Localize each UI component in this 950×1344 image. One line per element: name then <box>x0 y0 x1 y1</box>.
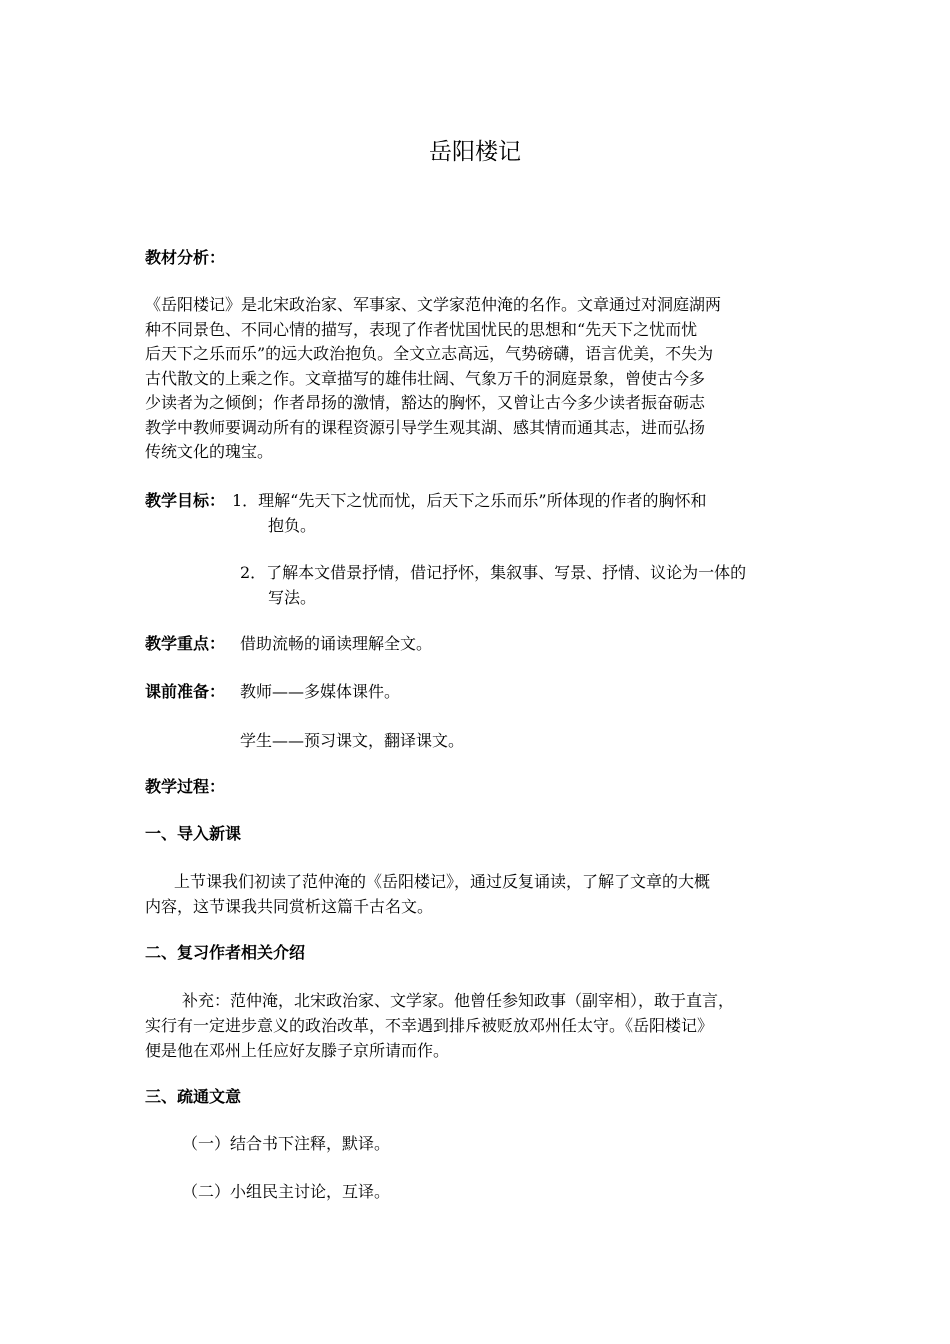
analysis-line: 教学中教师要调动所有的课程资源引导学生观其湖、感其情而通其志，进而弘扬 <box>145 417 706 437</box>
analysis-line: 后天下之乐而乐”的远大政治抱负。全文立志高远，气势磅礴，语言优美，不失为 <box>145 344 714 363</box>
document-title: 岳阳楼记 <box>429 139 521 165</box>
analysis-line: 传统文化的瑰宝。 <box>145 442 274 461</box>
analysis-line: 古代散文的上乘之作。文章描写的雄伟壮阔、气象万千的洞庭景象，曾使古今多 <box>145 368 706 388</box>
analysis-paragraph <box>145 293 810 465</box>
preparation-label: 课前准备： <box>145 682 226 701</box>
section-1-line: 上节课我们初读了范仲淹的《岳阳楼记》，通过反复诵读，了解了文章的大概 <box>174 872 711 891</box>
section-2-line: 实行有一定进步意义的政治改革，不幸遇到排斥被贬放邓州任太守。《岳阳楼记》 <box>145 1016 714 1035</box>
preparation-teacher: 教师——多媒体课件。 <box>240 682 401 701</box>
analysis-line: 少读者为之倾倒；作者昂扬的激情，豁达的胸怀，又曾让古今多少读者振奋砺志 <box>145 393 706 412</box>
analysis-line: 《岳阳楼记》是北宋政治家、军事家、文学家范仲淹的名作。文章通过对洞庭湖两 <box>145 295 722 314</box>
process-heading: 教学过程： <box>145 777 226 796</box>
section-2-heading: 二、复习作者相关介绍 <box>145 943 306 962</box>
goal-1-line-1: 1．理解“先天下之忧而忧，后天下之乐而乐”所体现的作者的胸怀和 <box>232 491 707 510</box>
section-3-item: （一）结合书下注释，默译。 <box>182 1134 391 1153</box>
analysis-heading: 教材分析： <box>145 248 226 267</box>
section-1-line: 内容，这节课我共同赏析这篇千古名文。 <box>145 897 434 916</box>
section-3-item: （二）小组民主讨论，互译。 <box>182 1182 391 1201</box>
section-1-heading: 一、导入新课 <box>145 824 242 843</box>
key-point-text: 借助流畅的诵读理解全文。 <box>240 634 433 653</box>
key-point-label: 教学重点： <box>145 634 226 653</box>
section-2-line: 补充：范仲淹，北宋政治家、文学家。他曾任参知政事（副宰相），敢于直言， <box>182 991 735 1010</box>
goal-2-line-1: 2．了解本文借景抒情，借记抒怀，集叙事、写景、抒情、议论为一体的 <box>240 563 747 582</box>
goal-2-line-2: 写法。 <box>268 588 317 607</box>
section-3-heading: 三、疏通文意 <box>145 1087 242 1106</box>
section-2-line: 便是他在邓州上任应好友滕子京所请而作。 <box>145 1041 450 1060</box>
preparation-student: 学生——预习课文，翻译课文。 <box>240 731 465 750</box>
goal-1-line-2: 抱负。 <box>268 516 317 535</box>
analysis-line: 种不同景色、不同心情的描写，表现了作者忧国忧民的思想和“先天下之忧而忧 <box>145 319 698 339</box>
goals-label: 教学目标： <box>145 491 226 510</box>
